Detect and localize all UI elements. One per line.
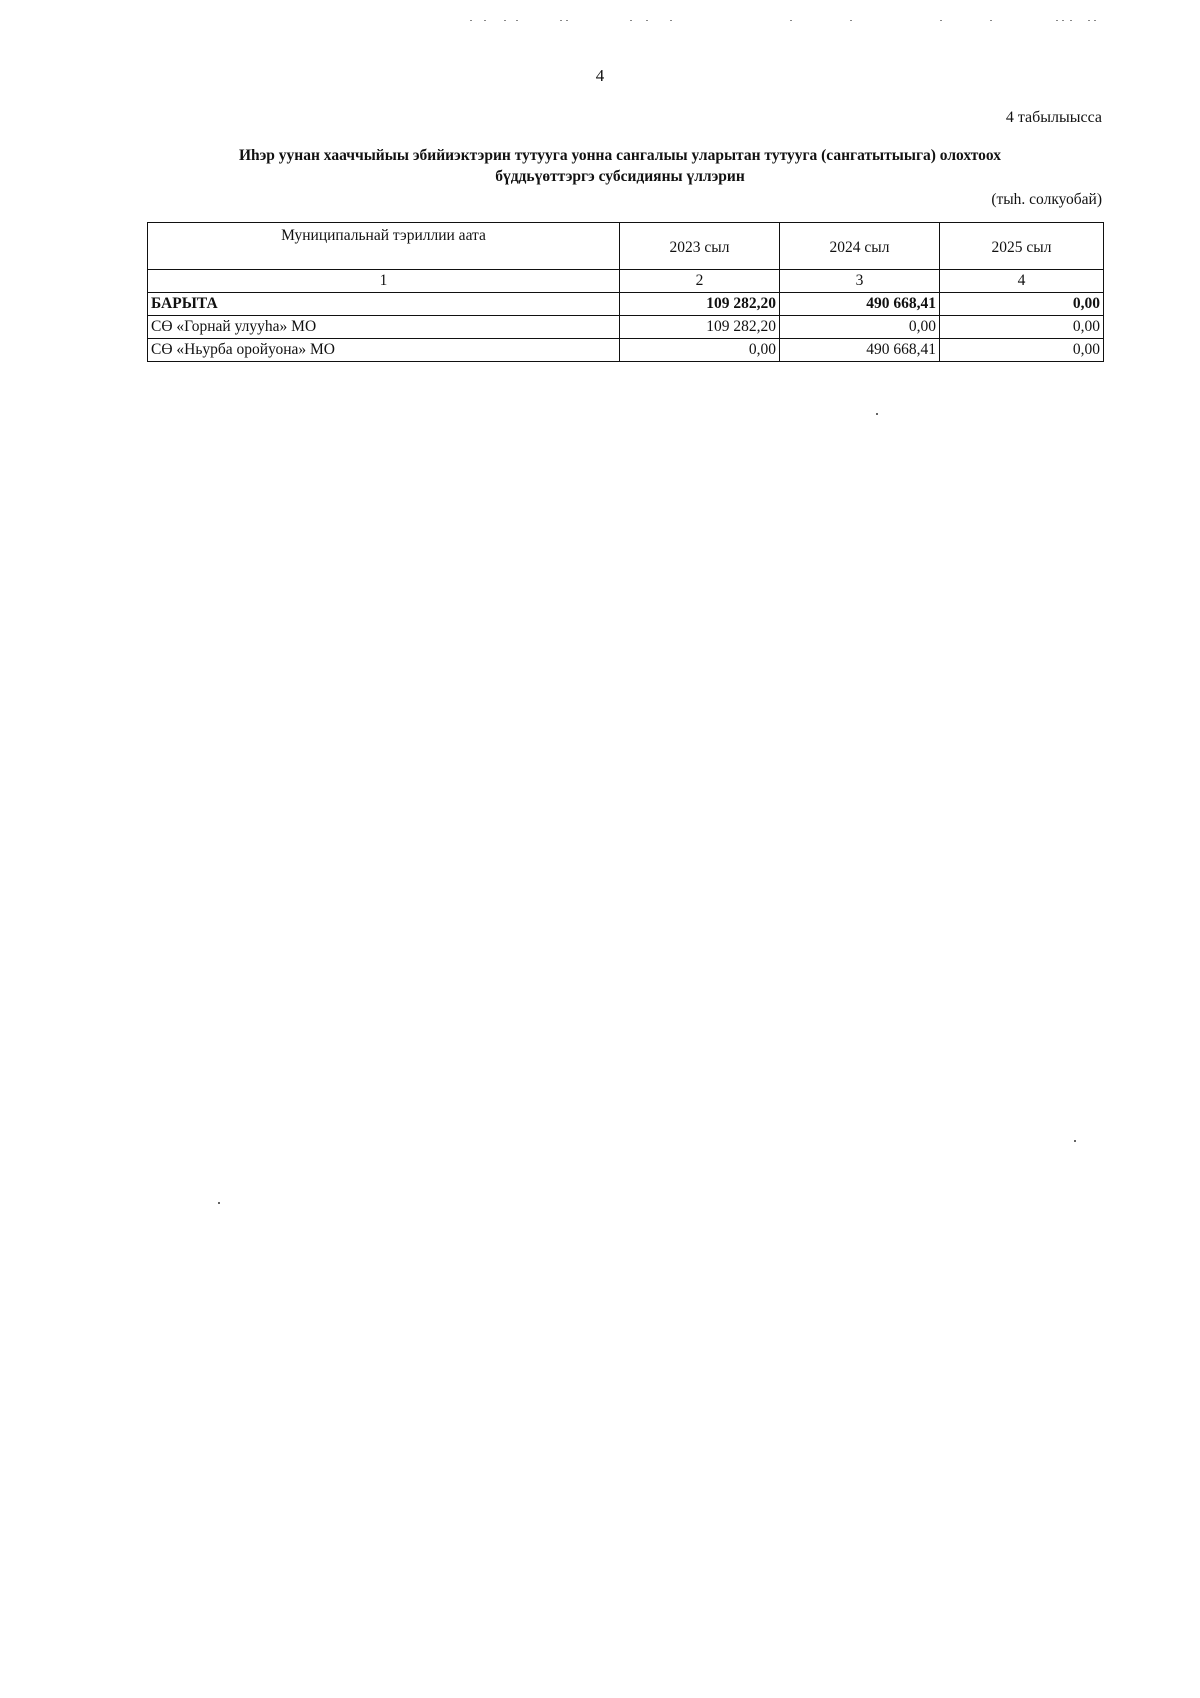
- cell-2024: 0,00: [780, 316, 940, 339]
- column-number: 3: [780, 270, 940, 293]
- header-2023: 2023 сыл: [620, 223, 780, 270]
- column-number: 2: [620, 270, 780, 293]
- cell-2025: 0,00: [940, 293, 1104, 316]
- column-number: 1: [148, 270, 620, 293]
- cell-2024: 490 668,41: [780, 339, 940, 362]
- document-title: [160, 145, 1080, 187]
- scan-artifacts: [470, 20, 1110, 24]
- column-number: 4: [940, 270, 1104, 293]
- subsidy-table: [147, 222, 1104, 362]
- row-name: СӨ «Ньурба оройуона» МО: [148, 339, 620, 362]
- page-number: 4: [595, 66, 605, 85]
- cell-2023: 109 282,20: [620, 316, 780, 339]
- cell-2023: 0,00: [620, 339, 780, 362]
- document-title-line-1: Иһэр уунан хааччыйыы эбийиэктэрин тутууга уонна сангалыы уларытан тутууга (сангатытыыга) олохтоох: [238, 147, 1002, 164]
- row-name: БАРЫТА: [148, 293, 620, 316]
- appendix-label: 4 табылыысса: [1005, 109, 1102, 126]
- table-row: [148, 316, 1104, 339]
- header-2024: 2024 сыл: [780, 223, 940, 270]
- header-municipality: Муниципальнай тэриллии аата: [148, 223, 620, 270]
- table-row: [148, 339, 1104, 362]
- cell-2024: 490 668,41: [780, 293, 940, 316]
- cell-2025: 0,00: [940, 339, 1104, 362]
- table-header-row: [148, 223, 1104, 270]
- cell-2023: 109 282,20: [620, 293, 780, 316]
- cell-2025: 0,00: [940, 316, 1104, 339]
- units-note: (тыһ. солкуобай): [991, 191, 1102, 208]
- table-row-total: [148, 293, 1104, 316]
- header-2025: 2025 сыл: [940, 223, 1104, 270]
- column-number-row: [148, 270, 1104, 293]
- document-title-line-2: бүддьүөттэргэ субсидияны үллэрин: [495, 168, 745, 185]
- scan-speck: [1074, 1140, 1076, 1142]
- scan-speck: [218, 1202, 220, 1204]
- scan-speck: [876, 413, 878, 415]
- row-name: СӨ «Горнай улууһа» МО: [148, 316, 620, 339]
